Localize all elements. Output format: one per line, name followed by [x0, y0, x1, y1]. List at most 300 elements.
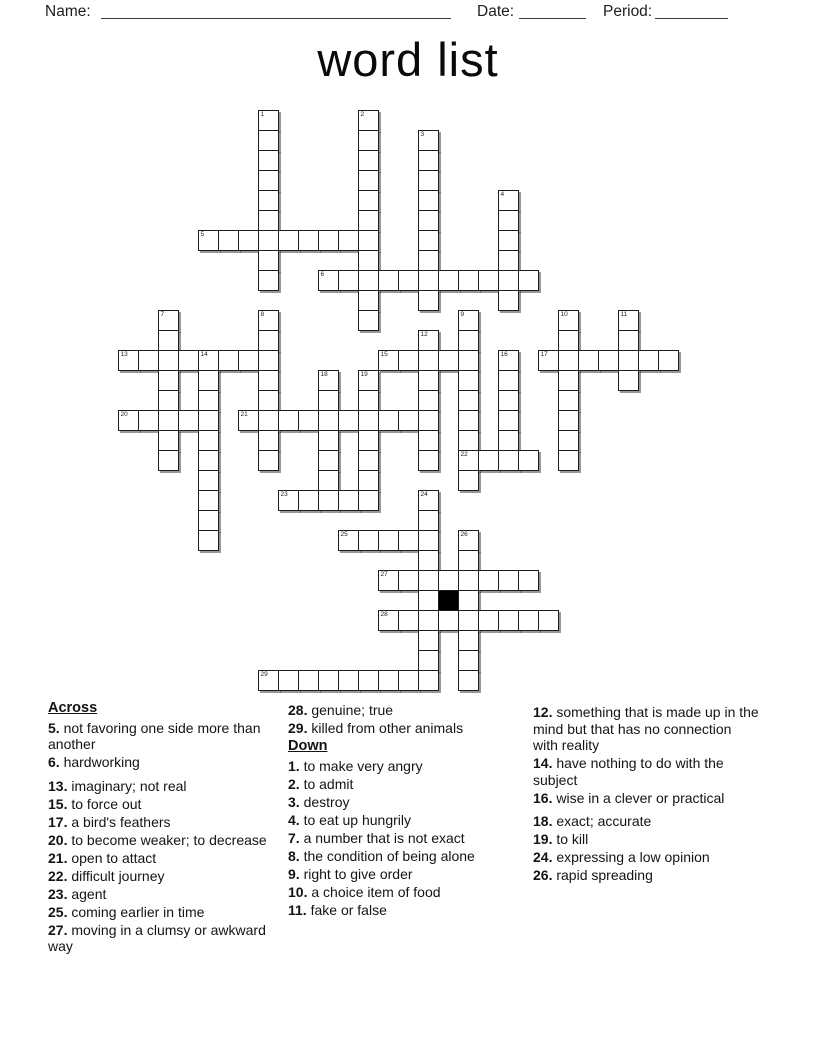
cell-number: 27: [380, 571, 388, 578]
clue-text: to become weaker; to decrease: [67, 831, 267, 848]
clue-number: 1.: [288, 757, 300, 774]
grid-cell[interactable]: [358, 230, 379, 251]
clue-7: [288, 830, 512, 847]
grid-cell[interactable]: [438, 350, 459, 371]
grid-cell[interactable]: [378, 570, 399, 591]
clue-heading-down: Down: [288, 738, 328, 754]
cell-number: 3: [420, 131, 425, 138]
clue-number: 13.: [48, 777, 68, 794]
grid-cell[interactable]: [498, 190, 519, 211]
clue-text: something that is made up in the mind but that has no connection with reality: [533, 704, 759, 753]
grid-cell[interactable]: [258, 270, 279, 291]
grid-cell[interactable]: [458, 410, 479, 431]
grid-cell[interactable]: [158, 350, 179, 371]
clue-number: 21.: [48, 849, 68, 866]
cell-number: 28: [380, 611, 388, 618]
grid-cell[interactable]: [398, 270, 419, 291]
clue-text: wise in a clever or practical: [552, 789, 725, 806]
grid-cell[interactable]: [338, 530, 359, 551]
grid-cell[interactable]: [458, 470, 479, 491]
cell-number: 12: [420, 331, 428, 338]
clue-20: [48, 832, 285, 849]
grid-cell[interactable]: [418, 670, 439, 691]
cell-number: 8: [260, 311, 265, 318]
grid-cell[interactable]: [418, 350, 439, 371]
grid-cell[interactable]: [258, 450, 279, 471]
grid-cell[interactable]: [278, 490, 299, 511]
grid-cell[interactable]: [218, 230, 239, 251]
cell-number: 21: [240, 411, 248, 418]
clue-4: [288, 812, 512, 829]
grid-cell[interactable]: [498, 250, 519, 271]
grid-cell[interactable]: [418, 490, 439, 511]
grid-cell[interactable]: [458, 590, 479, 611]
grid-cell[interactable]: [498, 450, 519, 471]
grid-cell[interactable]: [418, 190, 439, 211]
grid-cell[interactable]: [338, 490, 359, 511]
grid-cell[interactable]: [418, 530, 439, 551]
grid-cell[interactable]: [398, 610, 419, 631]
grid-cell[interactable]: [238, 350, 259, 371]
grid-cell[interactable]: [298, 490, 319, 511]
grid-cell[interactable]: [358, 370, 379, 391]
grid-cell[interactable]: [558, 370, 579, 391]
cell-number: 22: [460, 451, 468, 458]
name-label: Name:: [45, 3, 91, 20]
grid-cell[interactable]: [498, 210, 519, 231]
grid-cell[interactable]: [258, 110, 279, 131]
grid-cell[interactable]: [258, 330, 279, 351]
grid-cell[interactable]: [478, 450, 499, 471]
clue-29: [288, 720, 512, 737]
clue-text: to force out: [67, 795, 142, 812]
clue-text: hardworking: [59, 754, 140, 770]
clue-11: [288, 902, 512, 919]
clue-text: to kill: [552, 831, 589, 847]
grid-cell[interactable]: [258, 170, 279, 191]
clue-27: [48, 922, 285, 955]
clue-17: [48, 814, 285, 831]
grid-cell[interactable]: [458, 670, 479, 691]
grid-cell[interactable]: [338, 230, 359, 251]
grid-cell[interactable]: [398, 530, 419, 551]
clue-26: [533, 867, 760, 884]
clue-text: a choice item of food: [307, 883, 441, 900]
clue-number: 26.: [533, 867, 553, 883]
grid-cell[interactable]: [158, 330, 179, 351]
clue-6: [48, 754, 285, 771]
grid-cell[interactable]: [458, 330, 479, 351]
grid-cell[interactable]: [518, 450, 539, 471]
cell-number: 17: [540, 351, 548, 358]
grid-cell[interactable]: [418, 390, 439, 411]
grid-cell[interactable]: [338, 410, 359, 431]
clue-number: 27.: [48, 921, 68, 938]
grid-cell[interactable]: [358, 190, 379, 211]
clue-text: to eat up hungrily: [299, 811, 411, 828]
clue-text: killed from other animals: [307, 720, 464, 736]
grid-cell[interactable]: [318, 270, 339, 291]
clue-number: 17.: [48, 813, 68, 830]
grid-cell[interactable]: [178, 350, 199, 371]
grid-cell[interactable]: [418, 410, 439, 431]
black-cell: [438, 590, 459, 611]
grid-cell[interactable]: [418, 450, 439, 471]
grid-cell[interactable]: [378, 350, 399, 371]
clue-9: [288, 866, 512, 883]
cell-number: 11: [620, 311, 628, 318]
grid-cell[interactable]: [358, 490, 379, 511]
clue-text: genuine; true: [307, 702, 394, 718]
grid-cell[interactable]: [158, 370, 179, 391]
grid-cell[interactable]: [358, 110, 379, 131]
grid-cell[interactable]: [418, 170, 439, 191]
clue-23: [48, 886, 285, 903]
clue-28: [288, 702, 512, 719]
grid-cell[interactable]: [458, 370, 479, 391]
grid-cell[interactable]: [178, 410, 199, 431]
clue-column-3: [533, 704, 760, 885]
grid-cell[interactable]: [418, 270, 439, 291]
grid-cell[interactable]: [318, 490, 339, 511]
grid-cell[interactable]: [358, 210, 379, 231]
clue-8: [288, 848, 512, 865]
clue-text: to admit: [299, 775, 354, 792]
grid-cell[interactable]: [318, 230, 339, 251]
cell-number: 4: [500, 191, 505, 198]
clue-text: agent: [67, 885, 107, 902]
clue-5: [48, 720, 285, 753]
grid-cell[interactable]: [418, 290, 439, 311]
clue-12: [533, 704, 760, 754]
grid-cell[interactable]: [458, 650, 479, 671]
grid-cell[interactable]: [318, 450, 339, 471]
grid-cell[interactable]: [418, 630, 439, 651]
grid-cell[interactable]: [258, 210, 279, 231]
grid-cell[interactable]: [498, 410, 519, 431]
grid-cell[interactable]: [418, 210, 439, 231]
crossword-grid: [118, 110, 678, 690]
grid-cell[interactable]: [198, 230, 219, 251]
grid-cell[interactable]: [258, 350, 279, 371]
cell-number: 20: [120, 411, 128, 418]
grid-cell[interactable]: [658, 350, 679, 371]
clue-number: 19.: [533, 831, 553, 847]
cell-number: 24: [420, 491, 428, 498]
grid-cell[interactable]: [458, 270, 479, 291]
grid-cell[interactable]: [458, 350, 479, 371]
grid-cell[interactable]: [238, 230, 259, 251]
grid-cell[interactable]: [398, 570, 419, 591]
grid-cell[interactable]: [358, 470, 379, 491]
grid-cell[interactable]: [478, 270, 499, 291]
grid-cell[interactable]: [418, 250, 439, 271]
grid-cell[interactable]: [358, 450, 379, 471]
clue-text: coming earlier in time: [67, 903, 205, 920]
grid-cell[interactable]: [418, 570, 439, 591]
grid-cell[interactable]: [278, 410, 299, 431]
clue-column-1: [48, 700, 285, 956]
grid-cell[interactable]: [498, 230, 519, 251]
grid-cell[interactable]: [438, 570, 459, 591]
grid-cell[interactable]: [558, 350, 579, 371]
clue-number: 5.: [48, 719, 60, 736]
clue-number: 24.: [533, 849, 553, 865]
grid-cell[interactable]: [298, 670, 319, 691]
grid-cell[interactable]: [198, 430, 219, 451]
grid-cell[interactable]: [298, 410, 319, 431]
grid-cell[interactable]: [498, 610, 519, 631]
clue-text: open to attact: [67, 849, 157, 866]
grid-cell[interactable]: [318, 670, 339, 691]
grid-cell[interactable]: [358, 290, 379, 311]
grid-cell[interactable]: [618, 310, 639, 331]
grid-cell[interactable]: [418, 330, 439, 351]
grid-cell[interactable]: [518, 610, 539, 631]
grid-cell[interactable]: [358, 310, 379, 331]
clue-number: 16.: [533, 789, 553, 806]
grid-cell[interactable]: [418, 370, 439, 391]
clue-16: [533, 790, 760, 807]
grid-cell[interactable]: [358, 390, 379, 411]
clue-text: right to give order: [299, 865, 413, 882]
grid-cell[interactable]: [258, 230, 279, 251]
cell-number: 1: [260, 111, 265, 118]
grid-cell[interactable]: [458, 570, 479, 591]
grid-cell[interactable]: [418, 130, 439, 151]
grid-cell[interactable]: [318, 470, 339, 491]
date-blank-line[interactable]: [519, 18, 586, 19]
cell-number: 2: [360, 111, 365, 118]
clue-number: 14.: [533, 755, 553, 771]
grid-cell[interactable]: [358, 250, 379, 271]
grid-cell[interactable]: [458, 630, 479, 651]
grid-cell[interactable]: [258, 130, 279, 151]
grid-cell[interactable]: [478, 610, 499, 631]
clue-21: [48, 850, 285, 867]
clue-text: expressing a low opinion: [552, 849, 710, 865]
grid-cell[interactable]: [558, 450, 579, 471]
period-blank-line[interactable]: [655, 18, 728, 19]
clue-15: [48, 796, 285, 813]
grid-cell[interactable]: [358, 170, 379, 191]
clue-text: to make very angry: [299, 757, 423, 774]
grid-cell[interactable]: [418, 510, 439, 531]
grid-cell[interactable]: [418, 230, 439, 251]
period-label: Period:: [603, 3, 653, 20]
grid-cell[interactable]: [498, 370, 519, 391]
grid-cell[interactable]: [578, 350, 599, 371]
clue-number: 11.: [288, 901, 307, 918]
clue-14: [533, 755, 760, 788]
grid-cell[interactable]: [538, 350, 559, 371]
grid-cell[interactable]: [618, 370, 639, 391]
grid-cell[interactable]: [418, 550, 439, 571]
cell-number: 29: [260, 671, 268, 678]
grid-cell[interactable]: [378, 270, 399, 291]
grid-cell[interactable]: [158, 450, 179, 471]
grid-cell[interactable]: [498, 270, 519, 291]
clue-2: [288, 776, 512, 793]
grid-cell[interactable]: [218, 350, 239, 371]
grid-cell[interactable]: [498, 290, 519, 311]
clue-number: 6.: [48, 754, 60, 770]
clue-22: [48, 868, 285, 885]
clue-text: the condition of being alone: [299, 847, 475, 864]
clue-18: [533, 813, 760, 830]
grid-cell[interactable]: [138, 410, 159, 431]
grid-cell[interactable]: [258, 310, 279, 331]
clue-number: 25.: [48, 903, 68, 920]
grid-cell[interactable]: [318, 410, 339, 431]
grid-cell[interactable]: [258, 370, 279, 391]
grid-cell[interactable]: [418, 590, 439, 611]
grid-cell[interactable]: [558, 410, 579, 431]
grid-cell[interactable]: [438, 270, 459, 291]
grid-cell[interactable]: [198, 470, 219, 491]
grid-cell[interactable]: [378, 670, 399, 691]
grid-cell[interactable]: [198, 370, 219, 391]
grid-cell[interactable]: [238, 410, 259, 431]
cell-number: 7: [160, 311, 165, 318]
clue-column-2: [288, 702, 512, 920]
date-label: Date:: [477, 3, 515, 20]
grid-cell[interactable]: [618, 330, 639, 351]
grid-cell[interactable]: [278, 230, 299, 251]
grid-cell[interactable]: [198, 530, 219, 551]
clue-10: [288, 884, 512, 901]
grid-cell[interactable]: [458, 550, 479, 571]
clue-1: [288, 758, 512, 775]
clue-number: 7.: [288, 829, 300, 846]
grid-cell[interactable]: [638, 350, 659, 371]
grid-cell[interactable]: [258, 670, 279, 691]
grid-cell[interactable]: [258, 190, 279, 211]
grid-cell[interactable]: [358, 430, 379, 451]
grid-cell[interactable]: [378, 530, 399, 551]
grid-cell[interactable]: [558, 310, 579, 331]
cell-number: 19: [360, 371, 368, 378]
grid-cell[interactable]: [358, 150, 379, 171]
grid-cell[interactable]: [558, 390, 579, 411]
grid-cell[interactable]: [398, 350, 419, 371]
grid-cell[interactable]: [398, 670, 419, 691]
clue-number: 3.: [288, 793, 300, 810]
grid-cell[interactable]: [198, 410, 219, 431]
clue-number: 2.: [288, 775, 300, 792]
grid-cell[interactable]: [498, 390, 519, 411]
clue-19: [533, 831, 760, 848]
grid-cell[interactable]: [338, 670, 359, 691]
clue-text: a bird's feathers: [67, 813, 171, 830]
name-blank-line[interactable]: [101, 18, 451, 19]
clue-number: 8.: [288, 847, 300, 864]
clue-heading-across: Across: [48, 700, 98, 716]
grid-cell[interactable]: [258, 390, 279, 411]
grid-cell[interactable]: [518, 270, 539, 291]
grid-cell[interactable]: [438, 610, 459, 631]
clue-text: exact; accurate: [552, 813, 652, 829]
clue-text: destroy: [299, 793, 350, 810]
cell-number: 10: [560, 311, 568, 318]
grid-cell[interactable]: [558, 430, 579, 451]
grid-cell[interactable]: [158, 430, 179, 451]
grid-cell[interactable]: [618, 350, 639, 371]
grid-cell[interactable]: [418, 610, 439, 631]
grid-cell[interactable]: [498, 430, 519, 451]
grid-cell[interactable]: [138, 350, 159, 371]
grid-cell[interactable]: [158, 390, 179, 411]
cell-number: 26: [460, 531, 468, 538]
grid-cell[interactable]: [458, 390, 479, 411]
grid-cell[interactable]: [398, 410, 419, 431]
clue-25: [48, 904, 285, 921]
clue-number: 10.: [288, 883, 308, 900]
grid-cell[interactable]: [458, 310, 479, 331]
grid-cell[interactable]: [418, 430, 439, 451]
grid-cell[interactable]: [158, 310, 179, 331]
clue-text: difficult journey: [67, 867, 165, 884]
grid-cell[interactable]: [258, 430, 279, 451]
grid-cell[interactable]: [598, 350, 619, 371]
grid-cell[interactable]: [318, 370, 339, 391]
grid-cell[interactable]: [198, 390, 219, 411]
grid-cell[interactable]: [558, 330, 579, 351]
grid-cell[interactable]: [198, 490, 219, 511]
grid-cell[interactable]: [358, 270, 379, 291]
grid-cell[interactable]: [478, 570, 499, 591]
grid-cell[interactable]: [458, 450, 479, 471]
grid-cell[interactable]: [378, 610, 399, 631]
grid-cell[interactable]: [418, 650, 439, 671]
clue-text: moving in a clumsy or awkward way: [48, 921, 266, 954]
cell-number: 23: [280, 491, 288, 498]
grid-cell[interactable]: [538, 610, 559, 631]
cell-number: 16: [500, 351, 508, 358]
grid-cell[interactable]: [198, 450, 219, 471]
clue-3: [288, 794, 512, 811]
grid-cell[interactable]: [198, 510, 219, 531]
clue-text: not favoring one side more than another: [48, 719, 261, 752]
grid-cell[interactable]: [338, 270, 359, 291]
grid-cell[interactable]: [498, 570, 519, 591]
grid-cell[interactable]: [278, 670, 299, 691]
grid-cell[interactable]: [358, 530, 379, 551]
grid-cell[interactable]: [258, 250, 279, 271]
grid-cell[interactable]: [358, 410, 379, 431]
grid-cell[interactable]: [458, 530, 479, 551]
grid-cell[interactable]: [118, 350, 139, 371]
grid-cell[interactable]: [518, 570, 539, 591]
grid-cell[interactable]: [198, 350, 219, 371]
grid-cell[interactable]: [158, 410, 179, 431]
grid-cell[interactable]: [318, 390, 339, 411]
grid-cell[interactable]: [258, 410, 279, 431]
grid-cell[interactable]: [358, 130, 379, 151]
grid-cell[interactable]: [318, 430, 339, 451]
clue-number: 28.: [288, 702, 308, 718]
grid-cell[interactable]: [378, 410, 399, 431]
grid-cell[interactable]: [258, 150, 279, 171]
grid-cell[interactable]: [418, 150, 439, 171]
grid-cell[interactable]: [458, 430, 479, 451]
grid-cell[interactable]: [298, 230, 319, 251]
grid-cell[interactable]: [498, 350, 519, 371]
grid-cell[interactable]: [358, 670, 379, 691]
grid-cell[interactable]: [118, 410, 139, 431]
clue-number: 29.: [288, 720, 308, 736]
grid-cell[interactable]: [458, 610, 479, 631]
